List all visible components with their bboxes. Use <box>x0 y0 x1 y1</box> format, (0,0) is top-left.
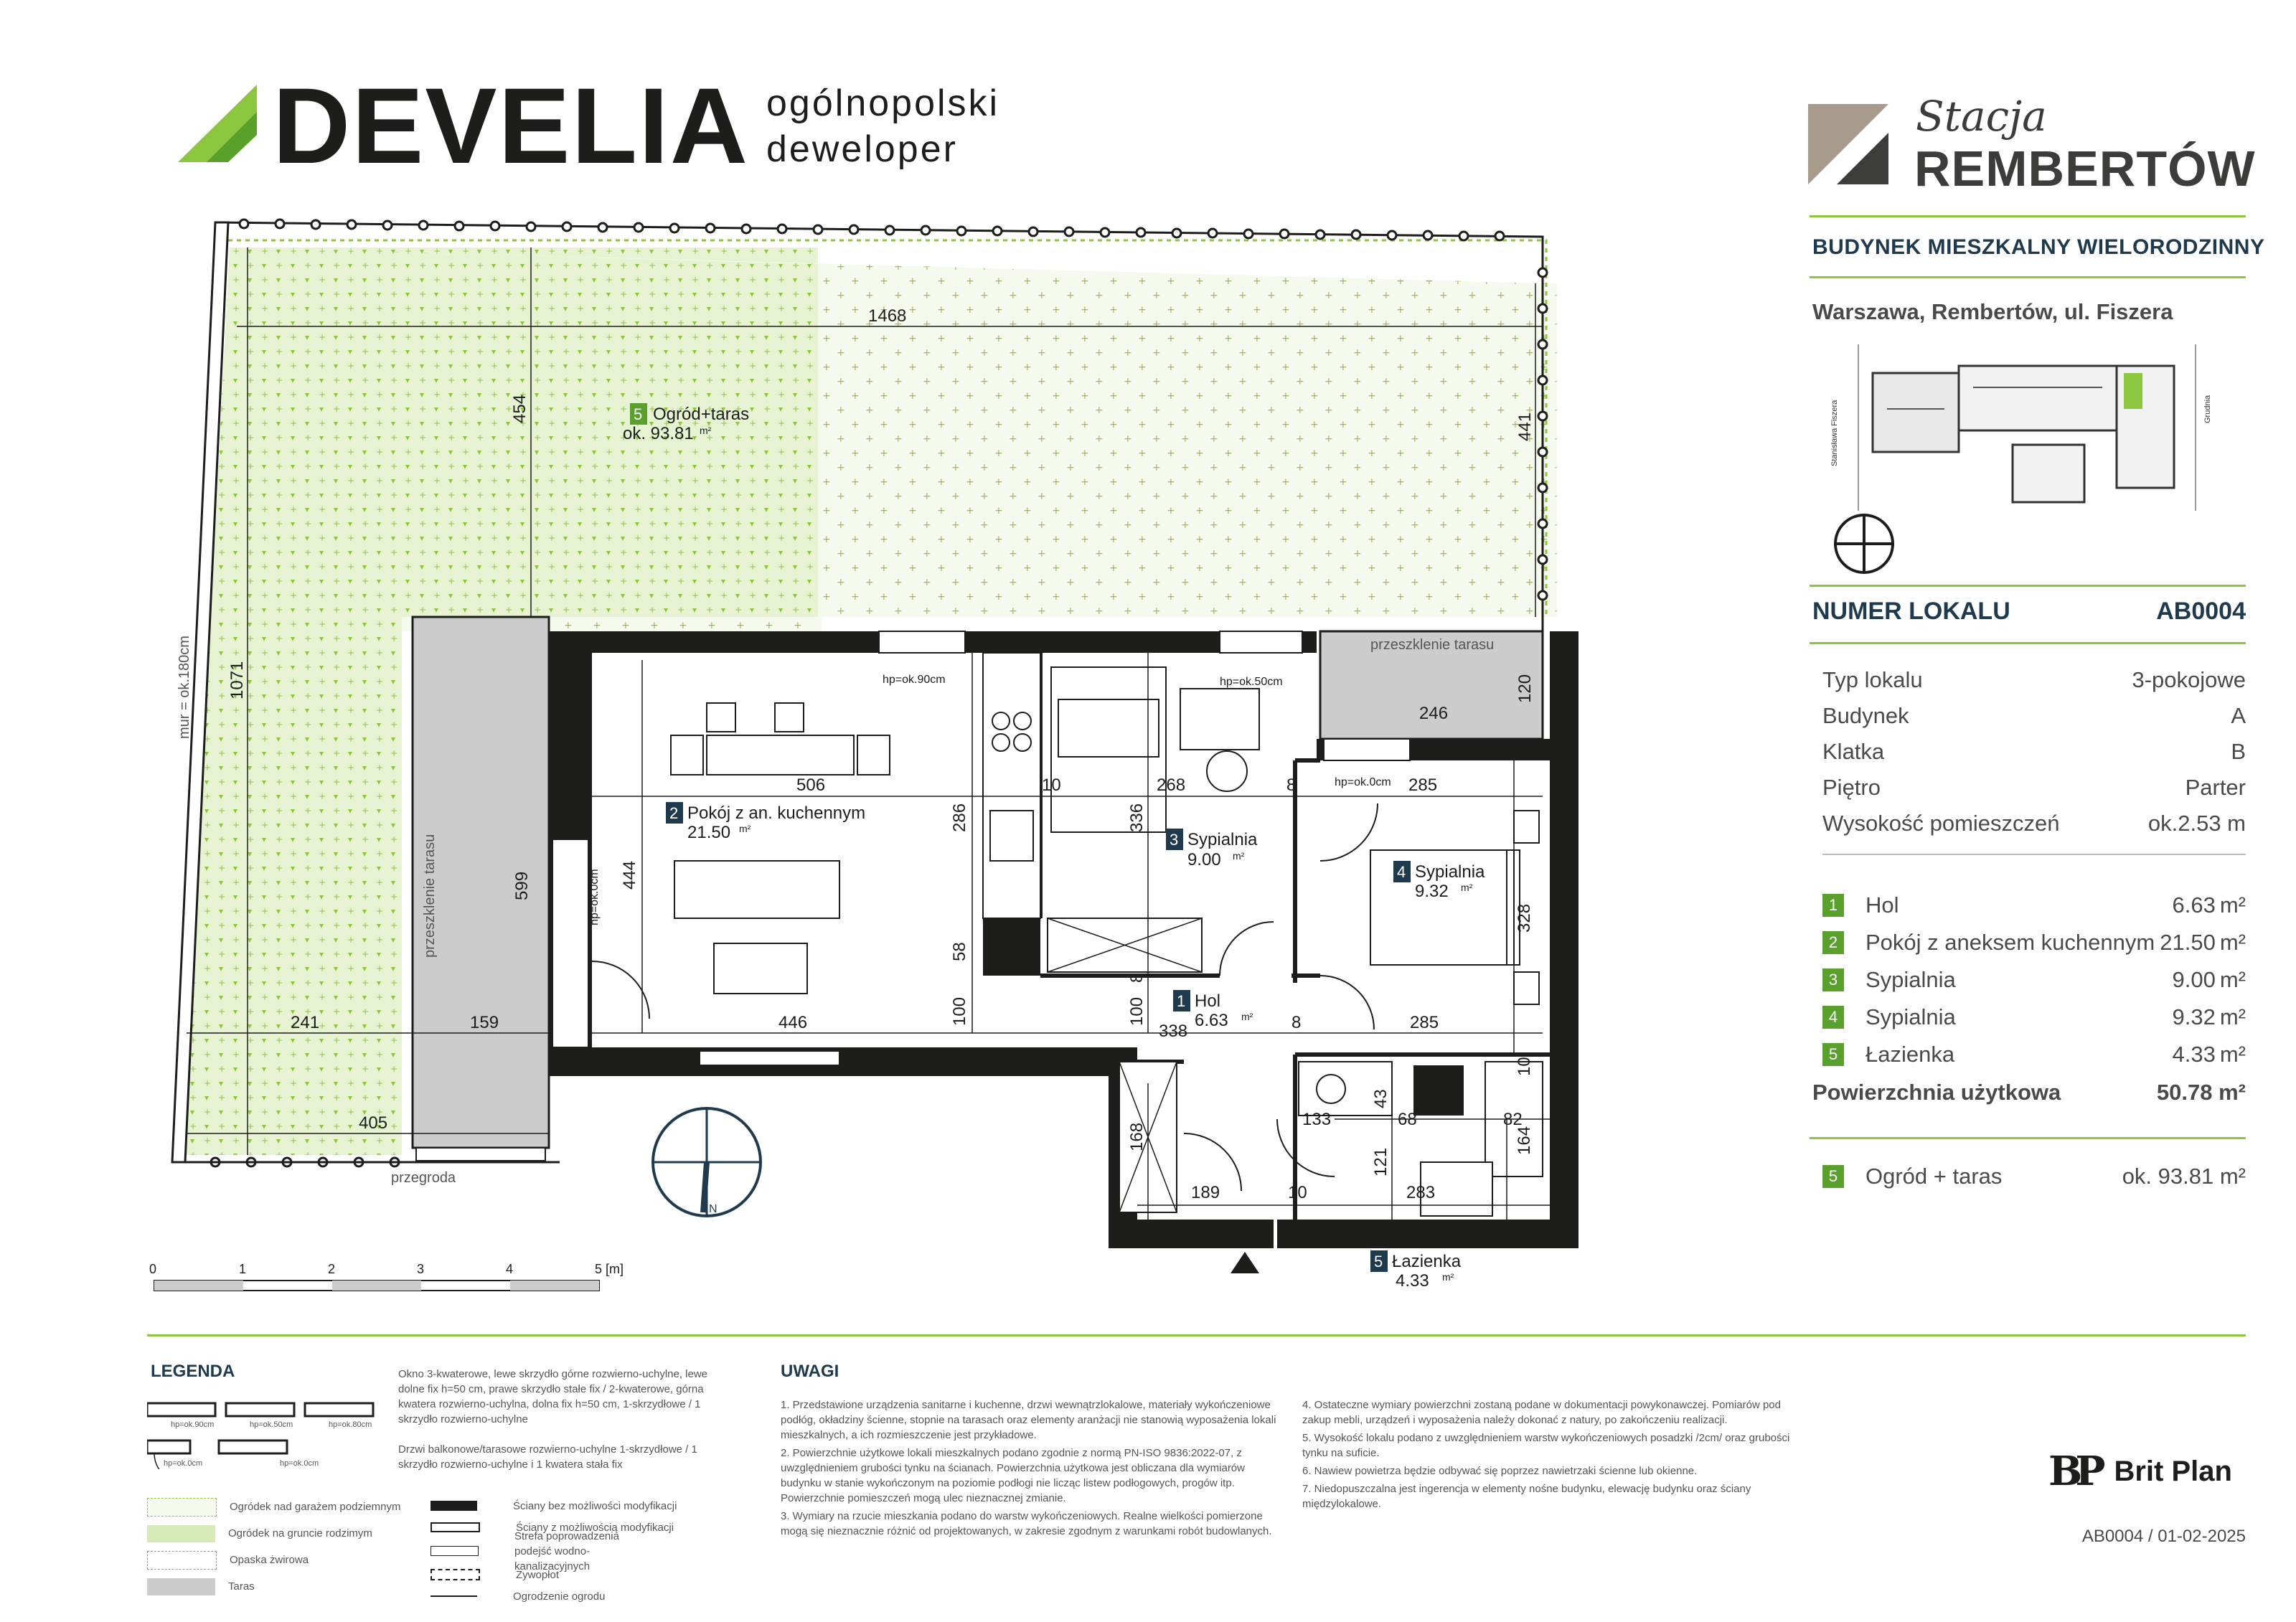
room-label-name: Pokój z an. kuchennym <box>687 803 866 823</box>
dim-label: 43 <box>1371 1089 1391 1108</box>
site-label-street: Grudnia <box>2203 395 2212 423</box>
room-area: 21.50 <box>2160 930 2216 955</box>
britplan-name: Brit Plan <box>2114 1455 2232 1487</box>
britplan-mark: BP <box>2048 1448 2099 1495</box>
dim-label: 133 <box>1302 1110 1332 1129</box>
scale-tick-label: 3 <box>417 1262 425 1276</box>
dim-label: 82 <box>1503 1110 1523 1129</box>
dim-label: 285 <box>1410 1013 1439 1032</box>
rooms-list <box>1822 887 2246 1073</box>
note-item: 1. Przedstawione urządzenia sanitarne i kuchenne, drzwi wewnątrzlokalowe, materiały wykończeniowe podłóg, okładziny ścienne, stopnie na tarasach oraz elementy aranżacji nie stanowią wyposażenia lokali mieszkalnych, a ich rozmieszczenie jest przykładowe. <box>781 1399 1276 1441</box>
legend-hp-label: hp=ok.0cm <box>164 1459 203 1468</box>
unit-number-label: NUMER LOKALU <box>1812 598 2010 625</box>
note-item: 7. Niedopuszczalna jest ingerencja w elementy nośne budynku, elewację budynku oraz ściany międzylokalowe. <box>1302 1483 1751 1510</box>
site-label-street: Stanisława Fiszera <box>1830 400 1839 466</box>
scale-tick-label: 2 <box>328 1262 336 1276</box>
legend-fill-label: Ogródek na gruncie rodzimym <box>228 1527 372 1540</box>
legend-wall-label: Ściany bez możliwości modyfikacji <box>513 1499 677 1512</box>
room-area: 4.33 <box>2172 1042 2216 1067</box>
param-value: B <box>2231 739 2246 764</box>
room-label-unit: m² <box>739 823 751 834</box>
legend-swatch <box>430 1595 477 1597</box>
room-number: 3 <box>1822 968 1844 991</box>
room-row <box>1822 887 2246 924</box>
room-label-number: 5 <box>1374 1253 1383 1270</box>
dim-label: 268 <box>1157 775 1186 795</box>
legend-fill-item <box>147 1494 400 1520</box>
legend-window-note: Okno 3-kwaterowe, lewe skrzydło górne rozwierno-uchylne, lewe dolne fix h=50 cm, prawe skrzydło stałe fix / 2-kwaterowe, górna kwatera rozwierno-uchylna, dolna fix h=50 cm, 1-skrzydłowe / 1 skrzydło rozwierno-uchylne <box>398 1368 708 1425</box>
site-compass-icon <box>1833 513 1895 578</box>
legend-hp-label: hp=ok.0cm <box>280 1459 319 1468</box>
dim-label: 441 <box>1515 412 1535 441</box>
param-row <box>1822 739 2246 775</box>
dim-label: 1071 <box>227 661 247 699</box>
room-label-number: 2 <box>669 804 679 822</box>
dim-label: 8 <box>1127 973 1147 983</box>
note-item: 2. Powierzchnie użytkowe lokali mieszkalnych podano zgodnie z normą PN-ISO 9836:2022-07, z uwzględnieniem grubości tynku na ścianach. Powierzchnia użytkowa jest obliczana dla wymiarów budynku w stanie wykończonym na poziomie podłogi nie licząc listew podłogowych, progów itp. Powierzchnie pomieszczeń mogą ulec nieznacznej zmianie. <box>781 1447 1245 1504</box>
rule <box>1810 215 2246 217</box>
glazing-note: przeszklenie tarasu <box>422 834 438 958</box>
scale-tick-label: 5 [m] <box>595 1262 624 1276</box>
dim-label: 599 <box>512 871 532 900</box>
garden-number: 5 <box>1822 1165 1844 1188</box>
room-label-area: 6.63 <box>1195 1011 1228 1030</box>
rule <box>147 1334 2246 1336</box>
rule <box>1810 276 2246 278</box>
param-label: Klatka <box>1822 739 1885 764</box>
legend-fill-label: Opaska żwirowa <box>230 1554 309 1566</box>
param-label: Piętro <box>1822 775 1881 800</box>
dim-label: 168 <box>1127 1122 1147 1151</box>
dim-label: 405 <box>359 1113 388 1133</box>
legend-wall-item <box>430 1585 677 1607</box>
room-label-name: Sypialnia <box>1415 862 1485 882</box>
room-name: Łazienka <box>1866 1042 1955 1067</box>
room-row <box>1822 961 2246 999</box>
compass-icon <box>653 1108 761 1216</box>
scale-tick-label: 1 <box>239 1262 247 1276</box>
param-value: Parter <box>2185 775 2246 800</box>
legend-swatch <box>430 1569 480 1580</box>
legend-swatch <box>147 1551 217 1570</box>
dim-label: 336 <box>1127 803 1147 832</box>
partition-note: przegroda <box>391 1170 456 1186</box>
scale-bar <box>149 1262 624 1291</box>
building-title: BUDYNEK MIESZKALNY WIELORODZINNY <box>1812 235 2265 259</box>
dim-label: 1468 <box>868 306 907 326</box>
room-label-unit: m² <box>1241 1011 1253 1022</box>
legend-wall-item <box>430 1529 677 1573</box>
param-label: Typ lokalu <box>1822 667 1923 692</box>
room-label-number: 5 <box>634 405 643 423</box>
room-label-name: Łazienka <box>1392 1252 1462 1271</box>
param-label: Budynek <box>1822 703 1909 728</box>
room-name: Hol <box>1866 892 1899 918</box>
tagline-line-2: deweloper <box>766 128 958 170</box>
param-row <box>1822 775 2246 811</box>
legend-door-note: Drzwi balkonowe/tarasowe rozwierno-uchylne 1-skrzydłowe / 1 skrzydło rozwierno-uchylne i 1 kwatera stała fix <box>398 1443 697 1471</box>
room-unit: m² <box>2219 1004 2246 1029</box>
legend-fill-label: Ogródek nad garażem podziemnym <box>230 1501 401 1513</box>
rule <box>1810 585 2246 587</box>
stacja-logo-mark <box>1808 104 1888 188</box>
dim-label: 10 <box>1042 775 1061 795</box>
legend-swatch <box>430 1501 477 1511</box>
site-plan <box>1830 344 2231 511</box>
dim-label: 286 <box>950 803 969 832</box>
dim-label: 10 <box>1515 1057 1534 1076</box>
room-area: 9.32 <box>2172 1004 2216 1029</box>
dim-label: 8 <box>1292 1013 1302 1032</box>
room-number: 2 <box>1822 931 1844 954</box>
window-height-note: hp=ok.90cm <box>883 674 946 686</box>
dim-label: 58 <box>950 942 969 961</box>
room-row <box>1822 924 2246 961</box>
room-row <box>1822 999 2246 1036</box>
room-name: Sypialnia <box>1866 967 1956 992</box>
legend-swatch <box>147 1498 217 1517</box>
dim-label: 446 <box>778 1013 808 1032</box>
param-label: Wysokość pomieszczeń <box>1822 811 2060 836</box>
dim-label: 283 <box>1406 1183 1436 1202</box>
param-row <box>1822 703 2246 739</box>
room-unit: m² <box>2219 892 2246 918</box>
dim-label: 159 <box>470 1013 499 1032</box>
window-height-note: hp=ok.0cm <box>588 869 601 925</box>
room-unit: m² <box>2219 930 2246 955</box>
legend-swatch <box>430 1546 479 1556</box>
param-value: 3-pokojowe <box>2132 667 2246 692</box>
room-label-area: 9.00 <box>1187 850 1221 869</box>
divider <box>1822 854 2246 855</box>
notes-column-1 <box>781 1397 1283 1539</box>
garden-row <box>1822 1164 2246 1189</box>
room-unit: m² <box>2219 1042 2246 1067</box>
unit-number-value: AB0004 <box>2156 598 2246 625</box>
param-row <box>1822 667 2246 703</box>
room-label-area: 4.33 <box>1396 1271 1429 1291</box>
scale-tick-label: 0 <box>149 1262 157 1276</box>
building-address: Warszawa, Rembertów, ul. Fiszera <box>1812 299 2173 324</box>
total-value: 50.78 m² <box>2156 1080 2246 1105</box>
dim-label: 164 <box>1515 1126 1534 1155</box>
dim-label: 338 <box>1159 1022 1188 1041</box>
room-unit: m² <box>2219 967 2246 992</box>
room-label-name: Ogród+taras <box>653 405 750 424</box>
room-label-unit: m² <box>700 425 712 436</box>
note-item: 6. Nawiew powietrza będzie odbywać się poprzez nawietrzaki ścienne lub okienne. <box>1302 1465 1698 1477</box>
legend-fill-item <box>147 1573 400 1600</box>
legend-swatch <box>147 1578 215 1595</box>
dim-label: 246 <box>1419 704 1449 723</box>
rule <box>1810 1137 2246 1139</box>
room-label-area: ok. 93.81 <box>623 424 694 443</box>
room-label-unit: m² <box>1233 850 1245 862</box>
room-name: Pokój z aneksem kuchennym <box>1866 930 2155 955</box>
garden-label: Ogród + taras <box>1866 1164 2003 1189</box>
total-label: Powierzchnia użytkowa <box>1812 1080 2061 1105</box>
legend-wall-item <box>430 1495 677 1517</box>
dim-label: 100 <box>950 996 969 1026</box>
britplan-logo <box>2048 1448 2232 1495</box>
legend-hp-label: hp=ok.50cm <box>250 1420 293 1429</box>
legend-swatch <box>147 1525 215 1542</box>
room-area: 9.00 <box>2172 967 2216 992</box>
dim-label: 120 <box>1515 674 1535 703</box>
legend-fills <box>147 1494 400 1600</box>
room-label-number: 1 <box>1177 992 1186 1010</box>
legend-wall-label: Strefa poprowadzenia podejść wodno-kanalizacyjnych <box>514 1529 619 1573</box>
glazing-note: przeszklenie tarasu <box>1370 637 1495 653</box>
dim-label: 8 <box>1286 775 1297 795</box>
legend-swatch <box>430 1522 480 1532</box>
stacja-name: REMBERTÓW <box>1914 141 2256 197</box>
param-value: ok.2.53 m <box>2147 811 2246 836</box>
notes-title: UWAGI <box>781 1362 839 1381</box>
room-label-name: Sypialnia <box>1187 830 1258 849</box>
stacja-script: Stacja <box>1916 92 2047 141</box>
window-height-note: hp=ok.0cm <box>1335 776 1391 788</box>
dim-label: 121 <box>1371 1147 1391 1177</box>
legend-walls <box>430 1495 677 1607</box>
dim-label: 189 <box>1191 1183 1220 1202</box>
legend-wall-label: Ogrodzenie ogrodu <box>513 1590 606 1603</box>
legend-wall-label: Żywopłot <box>516 1568 560 1581</box>
room-number: 5 <box>1822 1043 1844 1066</box>
document-id: AB0004 / 01-02-2025 <box>2081 1527 2246 1546</box>
develia-wordmark: DEVELIA <box>273 65 750 186</box>
notes-column-2 <box>1302 1397 1805 1512</box>
dim-label: 328 <box>1515 903 1534 933</box>
legend-hp-label: hp=ok.80cm <box>329 1420 372 1429</box>
legend-title: LEGENDA <box>151 1362 235 1381</box>
total-row <box>1812 1080 2246 1105</box>
compass-north-label: N <box>709 1203 718 1215</box>
room-label-area: 9.32 <box>1415 882 1449 901</box>
note-item: 4. Ostateczne wymiary powierzchni zostaną podane w dokumentacji powykonawczej. Pomiarów pod zakup mebli, urządzeń i wyposażenia należy dokonać z natury, po zakończeniu realizacji. <box>1302 1399 1781 1426</box>
room-name: Sypialnia <box>1866 1004 1956 1029</box>
room-area: 6.63 <box>2172 892 2216 918</box>
dim-label: 285 <box>1408 775 1438 795</box>
entrance-arrow-icon <box>1231 1252 1259 1273</box>
room-label-name: Hol <box>1195 991 1221 1011</box>
room-label-unit: m² <box>1442 1271 1454 1283</box>
dim-label: 454 <box>510 394 530 423</box>
room-number: 1 <box>1822 894 1844 917</box>
note-item: 3. Wymiary na rzucie mieszkania podano do warstw wykończeniowych. Realne wielkości pomierzone mogą się nieznacznie różnić od projektowanych, w zakresie zgodnym z warunkami robót budowlanych. <box>781 1510 1272 1537</box>
dim-label: 68 <box>1398 1110 1417 1129</box>
legend-hp-label: hp=ok.90cm <box>171 1420 215 1429</box>
note-item: 5. Wysokość lokalu podano z uwzględnieniem warstw wykończeniowych posadzki /2cm/ oraz grubości tynku na suficie. <box>1302 1432 1790 1459</box>
dim-label: 100 <box>1127 996 1147 1026</box>
garden-value: ok. 93.81 m² <box>2122 1164 2246 1189</box>
room-label-unit: m² <box>1461 882 1473 893</box>
dim-label: 241 <box>291 1013 320 1032</box>
legend-fill-item <box>147 1547 400 1573</box>
param-value: A <box>2231 703 2246 728</box>
legend-fill-label: Taras <box>228 1580 255 1593</box>
wall-height-note: mur = ok.180cm <box>177 636 192 739</box>
dim-label: 444 <box>620 860 639 890</box>
room-label-number: 3 <box>1170 831 1179 849</box>
dim-label: 10 <box>1288 1183 1307 1202</box>
tagline-line-1: ogólnopolski <box>766 82 1000 124</box>
room-row <box>1822 1036 2246 1073</box>
unit-params <box>1822 667 2246 847</box>
rule <box>1810 642 2246 644</box>
room-label-area: 21.50 <box>687 823 731 842</box>
param-row <box>1822 811 2246 847</box>
room-number: 4 <box>1822 1006 1844 1029</box>
scale-tick-label: 4 <box>506 1262 514 1276</box>
dim-label: 506 <box>796 775 826 795</box>
legend-wall-label: Ściany z możliwością modyfikacji <box>516 1521 674 1534</box>
window-height-note: hp=ok.50cm <box>1220 676 1283 688</box>
legend-fill-item <box>147 1520 400 1547</box>
room-label-number: 4 <box>1397 863 1406 881</box>
